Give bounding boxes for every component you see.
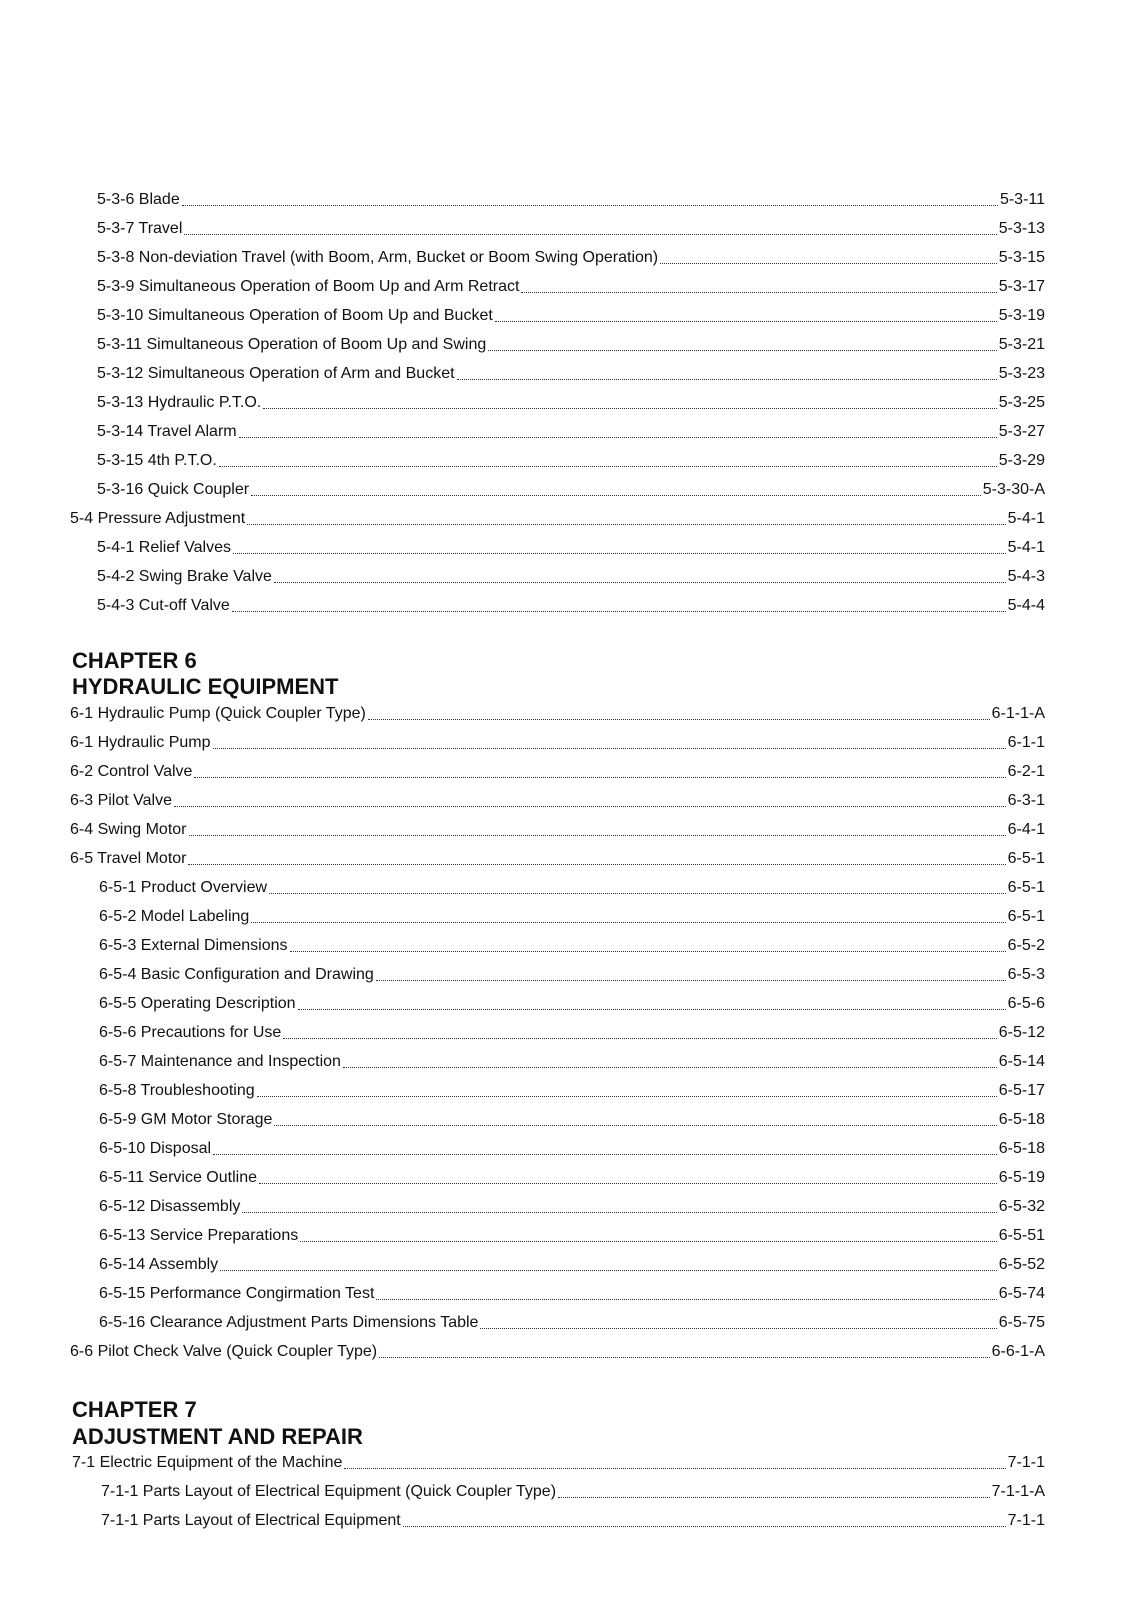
toc-leader xyxy=(259,1183,997,1184)
toc-entry-page: 6-5-74 xyxy=(998,1285,1045,1302)
toc-leader xyxy=(343,1067,997,1068)
toc-entry[interactable] xyxy=(70,704,1045,724)
toc-entry-title: 6-5-11 Service Outline xyxy=(99,1169,257,1186)
toc-entry-title: 6-5-6 Precautions for Use xyxy=(99,1024,282,1041)
toc-entry-title: 7-1 Electric Equipment of the Machine xyxy=(72,1454,343,1471)
toc-entry[interactable] xyxy=(97,422,1045,442)
toc-entry-page: 6-5-17 xyxy=(998,1082,1045,1099)
chapter-number: CHAPTER 6 xyxy=(72,648,197,673)
toc-entry[interactable] xyxy=(97,190,1045,210)
toc-entry[interactable] xyxy=(99,965,1045,985)
toc-entry[interactable] xyxy=(101,1511,1045,1531)
toc-entry-page: 5-3-21 xyxy=(998,336,1045,353)
toc-entry-title: 5-4-2 Swing Brake Valve xyxy=(97,568,272,585)
toc-entry-title: 5-4-1 Relief Valves xyxy=(97,539,231,556)
toc-entry-title: 6-5-2 Model Labeling xyxy=(99,908,250,925)
toc-entry-page: 5-4-3 xyxy=(1007,568,1045,585)
toc-entry-title: 6-5-3 External Dimensions xyxy=(99,937,288,954)
chapter-title: ADJUSTMENT AND REPAIR xyxy=(72,1424,363,1449)
toc-entry[interactable] xyxy=(99,1081,1045,1101)
toc-entry[interactable] xyxy=(97,364,1045,384)
toc-entry[interactable] xyxy=(97,335,1045,355)
toc-leader xyxy=(263,408,997,409)
toc-entry[interactable] xyxy=(99,1284,1045,1304)
toc-entry-page: 6-1-1 xyxy=(1007,734,1045,751)
toc-entry-title: 6-5-16 Clearance Adjustment Parts Dimensions Table xyxy=(99,1314,479,1331)
toc-leader xyxy=(239,437,997,438)
toc-entry-title: 6-5-4 Basic Configuration and Drawing xyxy=(99,966,374,983)
toc-entry-title: 5-3-11 Simultaneous Operation of Boom Up and Swing xyxy=(97,336,487,353)
toc-entry-title: 6-5-14 Assembly xyxy=(99,1256,219,1273)
toc-entry[interactable] xyxy=(99,1197,1045,1217)
toc-entry-page: 5-3-13 xyxy=(998,220,1045,237)
toc-leader xyxy=(480,1328,996,1329)
toc-leader xyxy=(274,582,1006,583)
toc-entry-title: 5-3-12 Simultaneous Operation of Arm and Bucket xyxy=(97,365,455,382)
toc-entry[interactable] xyxy=(97,306,1045,326)
toc-entry[interactable] xyxy=(99,1168,1045,1188)
toc-entry[interactable] xyxy=(97,277,1045,297)
toc-entry[interactable] xyxy=(99,1110,1045,1130)
toc-entry-page: 5-3-11 xyxy=(999,191,1045,208)
toc-entry[interactable] xyxy=(70,762,1045,782)
toc-entry-page: 6-5-1 xyxy=(1007,850,1045,867)
toc-entry-page: 5-3-25 xyxy=(998,394,1045,411)
toc-leader xyxy=(457,379,997,380)
toc-leader xyxy=(174,806,1006,807)
toc-entry-page: 6-5-1 xyxy=(1007,908,1045,925)
toc-entry-title: 6-1 Hydraulic Pump (Quick Coupler Type) xyxy=(70,705,366,722)
toc-entry-page: 6-5-12 xyxy=(998,1024,1045,1041)
toc-entry-page: 6-4-1 xyxy=(1007,821,1045,838)
toc-entry-title: 6-5-8 Troubleshooting xyxy=(99,1082,255,1099)
toc-leader xyxy=(376,1299,996,1300)
chapter-number: CHAPTER 7 xyxy=(72,1397,197,1422)
toc-entry[interactable] xyxy=(99,994,1045,1014)
toc-entry[interactable] xyxy=(70,820,1045,840)
toc-entry-page: 6-5-32 xyxy=(998,1198,1045,1215)
toc-entry[interactable] xyxy=(99,1023,1045,1043)
toc-entry[interactable] xyxy=(99,1226,1045,1246)
toc-entry-title: 6-5-13 Service Preparations xyxy=(99,1227,299,1244)
toc-entry[interactable] xyxy=(97,538,1045,558)
toc-leader xyxy=(521,292,996,293)
toc-entry-page: 6-5-14 xyxy=(998,1053,1045,1070)
toc-entry-title: 6-5-1 Product Overview xyxy=(99,879,268,896)
toc-entry-title: 5-3-16 Quick Coupler xyxy=(97,481,250,498)
toc-leader xyxy=(344,1468,1005,1469)
toc-entry[interactable] xyxy=(97,596,1045,616)
toc-entry-page: 7-1-1-A xyxy=(991,1483,1045,1500)
toc-entry-page: 6-3-1 xyxy=(1007,792,1045,809)
toc-entry-page: 6-5-3 xyxy=(1007,966,1045,983)
toc-entry-title: 5-3-6 Blade xyxy=(97,191,180,208)
toc-entry-title: 6-6 Pilot Check Valve (Quick Coupler Type) xyxy=(70,1343,378,1360)
toc-entry-page: 6-5-2 xyxy=(1007,937,1045,954)
toc-entry-page: 6-5-18 xyxy=(998,1111,1045,1128)
toc-entry-page: 5-3-23 xyxy=(998,365,1045,382)
toc-leader xyxy=(184,234,996,235)
toc-entry[interactable] xyxy=(97,567,1045,587)
toc-entry-title: 5-3-9 Simultaneous Operation of Boom Up and Arm Retract xyxy=(97,278,520,295)
toc-entry[interactable] xyxy=(70,849,1045,869)
toc-entry[interactable] xyxy=(97,393,1045,413)
toc-entry[interactable] xyxy=(99,907,1045,927)
toc-leader xyxy=(300,1241,997,1242)
toc-entry-title: 6-1 Hydraulic Pump xyxy=(70,734,211,751)
toc-leader xyxy=(242,1212,996,1213)
toc-entry-page: 6-5-19 xyxy=(998,1169,1045,1186)
toc-entry[interactable] xyxy=(99,1313,1045,1333)
toc-entry-page: 5-4-1 xyxy=(1007,510,1045,527)
toc-entry-page: 6-2-1 xyxy=(1007,763,1045,780)
toc-entry-page: 5-3-17 xyxy=(998,278,1045,295)
toc-entry-title: 5-3-15 4th P.T.O. xyxy=(97,452,217,469)
toc-entry[interactable] xyxy=(97,480,1045,500)
toc-entry-title: 6-5-5 Operating Description xyxy=(99,995,296,1012)
toc-leader xyxy=(488,350,996,351)
toc-entry-title: 6-5-9 GM Motor Storage xyxy=(99,1111,273,1128)
toc-entry-title: 7-1-1 Parts Layout of Electrical Equipment (Quick Coupler Type) xyxy=(101,1483,557,1500)
toc-leader xyxy=(298,1009,1006,1010)
toc-entry-page: 7-1-1 xyxy=(1007,1454,1045,1471)
toc-leader xyxy=(219,466,997,467)
toc-leader xyxy=(182,205,998,206)
toc-entry-page: 5-3-15 xyxy=(998,249,1045,266)
toc-leader xyxy=(247,524,1005,525)
toc-leader xyxy=(558,1497,990,1498)
toc-entry-page: 6-5-6 xyxy=(1007,995,1045,1012)
toc-leader xyxy=(213,748,1006,749)
toc-entry-title: 6-5-12 Disassembly xyxy=(99,1198,241,1215)
toc-leader xyxy=(368,719,990,720)
toc-entry-page: 6-5-1 xyxy=(1007,879,1045,896)
toc-entry-title: 6-5-15 Performance Congirmation Test xyxy=(99,1285,375,1302)
toc-entry-title: 5-3-14 Travel Alarm xyxy=(97,423,237,440)
toc-entry-page: 6-5-75 xyxy=(998,1314,1045,1331)
toc-leader xyxy=(194,777,1005,778)
toc-entry-title: 5-3-10 Simultaneous Operation of Boom Up and Bucket xyxy=(97,307,493,324)
toc-leader xyxy=(189,835,1006,836)
toc-entry[interactable] xyxy=(99,1052,1045,1072)
toc-leader xyxy=(274,1125,996,1126)
toc-entry-page: 7-1-1 xyxy=(1007,1512,1045,1529)
toc-entry-title: 6-3 Pilot Valve xyxy=(70,792,172,809)
toc-entry[interactable] xyxy=(70,509,1045,529)
toc-entry-page: 5-3-29 xyxy=(998,452,1045,469)
toc-entry-page: 6-1-1-A xyxy=(991,705,1045,722)
toc-entry[interactable] xyxy=(70,1342,1045,1362)
toc-leader xyxy=(233,553,1006,554)
toc-leader xyxy=(251,922,1005,923)
toc-entry[interactable] xyxy=(101,1482,1045,1502)
toc-leader xyxy=(188,864,1005,865)
toc-entry-title: 5-4 Pressure Adjustment xyxy=(70,510,246,527)
toc-leader xyxy=(283,1038,996,1039)
toc-entry[interactable] xyxy=(99,1139,1045,1159)
toc-entry[interactable] xyxy=(70,791,1045,811)
toc-leader xyxy=(232,611,1006,612)
toc-entry-title: 6-5-7 Maintenance and Inspection xyxy=(99,1053,341,1070)
toc-entry-title: 5-3-7 Travel xyxy=(97,220,183,237)
toc-entry-title: 7-1-1 Parts Layout of Electrical Equipment xyxy=(101,1512,401,1529)
toc-entry[interactable] xyxy=(99,878,1045,898)
toc-entry[interactable] xyxy=(72,1453,1045,1473)
toc-entry[interactable] xyxy=(99,1255,1045,1275)
toc-entry-page: 6-5-18 xyxy=(998,1140,1045,1157)
toc-leader xyxy=(213,1154,997,1155)
toc-entry-title: 6-5-10 Disposal xyxy=(99,1140,212,1157)
toc-entry-page: 5-4-1 xyxy=(1007,539,1045,556)
toc-entry-title: 5-4-3 Cut-off Valve xyxy=(97,597,230,614)
toc-leader xyxy=(257,1096,997,1097)
toc-entry-page: 5-3-27 xyxy=(998,423,1045,440)
toc-leader xyxy=(660,263,997,264)
toc-entry-page: 6-5-52 xyxy=(998,1256,1045,1273)
toc-entry-page: 5-4-4 xyxy=(1007,597,1045,614)
toc-leader xyxy=(495,321,997,322)
toc-entry-title: 5-3-13 Hydraulic P.T.O. xyxy=(97,394,262,411)
toc-leader xyxy=(290,951,1006,952)
toc-entry-title: 6-2 Control Valve xyxy=(70,763,193,780)
toc-leader xyxy=(403,1526,1006,1527)
toc-entry[interactable] xyxy=(97,248,1045,268)
toc-leader xyxy=(220,1270,997,1271)
toc-entry[interactable] xyxy=(97,451,1045,471)
toc-entry-page: 5-3-30-A xyxy=(982,481,1045,498)
toc-entry-page: 5-3-19 xyxy=(998,307,1045,324)
toc-leader xyxy=(379,1357,990,1358)
toc-entry-title: 6-5 Travel Motor xyxy=(70,850,187,867)
toc-entry[interactable] xyxy=(70,733,1045,753)
toc-entry[interactable] xyxy=(97,219,1045,239)
toc-leader xyxy=(251,495,981,496)
toc-entry-page: 6-6-1-A xyxy=(991,1343,1045,1360)
toc-entry-page: 6-5-51 xyxy=(998,1227,1045,1244)
toc-leader xyxy=(269,893,1006,894)
toc-entry-title: 6-4 Swing Motor xyxy=(70,821,187,838)
toc-entry-title: 5-3-8 Non-deviation Travel (with Boom, Arm, Bucket or Boom Swing Operation) xyxy=(97,249,659,266)
chapter-title: HYDRAULIC EQUIPMENT xyxy=(72,674,339,699)
toc-leader xyxy=(376,980,1006,981)
toc-entry[interactable] xyxy=(99,936,1045,956)
